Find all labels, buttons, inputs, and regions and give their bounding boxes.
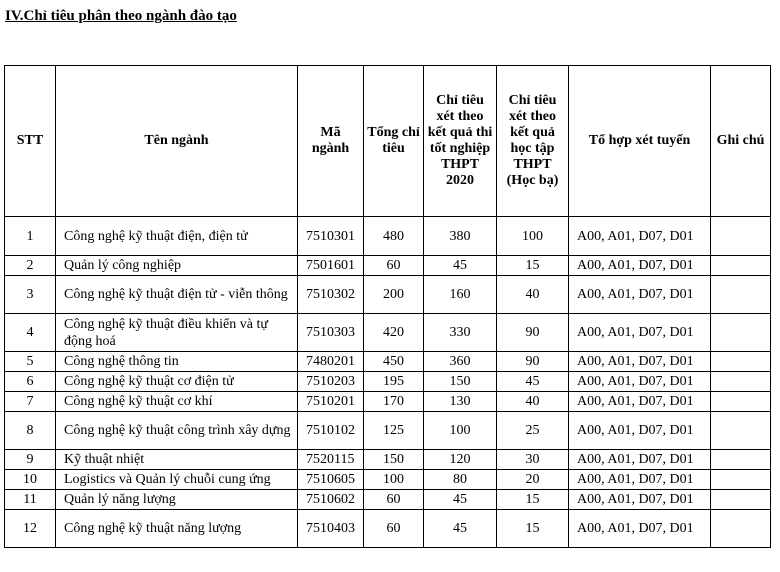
cell-code: 7480201 [298, 352, 364, 372]
cell-combo: A00, A01, D07, D01 [569, 450, 711, 470]
cell-code: 7510301 [298, 217, 364, 256]
cell-hocba: 15 [497, 510, 569, 548]
cell-total: 150 [364, 450, 424, 470]
table-row [5, 490, 771, 510]
cell-total: 170 [364, 392, 424, 412]
cell-note [711, 372, 771, 392]
cell-code: 7510201 [298, 392, 364, 412]
cell-hocba: 45 [497, 372, 569, 392]
cell-name: Kỹ thuật nhiệt [56, 450, 298, 470]
cell-note [711, 470, 771, 490]
table-row [5, 412, 771, 450]
cell-thpt: 45 [424, 256, 497, 276]
cell-stt: 10 [5, 470, 56, 490]
cell-total: 60 [364, 256, 424, 276]
cell-total: 125 [364, 412, 424, 450]
section-title: IV.Chỉ tiêu phân theo ngành đào tạo [5, 8, 237, 24]
cell-combo: A00, A01, D07, D01 [569, 256, 711, 276]
cell-name: Công nghệ kỹ thuật cơ khí [56, 392, 298, 412]
cell-name: Logistics và Quản lý chuỗi cung ứng [56, 470, 298, 490]
cell-note [711, 450, 771, 470]
cell-note [711, 490, 771, 510]
cell-code: 7510302 [298, 276, 364, 314]
table-row [5, 256, 771, 276]
cell-note [711, 314, 771, 352]
cell-stt: 1 [5, 217, 56, 256]
cell-hocba: 40 [497, 276, 569, 314]
cell-name: Công nghệ kỹ thuật năng lượng [56, 510, 298, 548]
cell-stt: 12 [5, 510, 56, 548]
table-row [5, 470, 771, 490]
cell-stt: 6 [5, 372, 56, 392]
cell-thpt: 380 [424, 217, 497, 256]
header-stt: STT [5, 66, 56, 217]
cell-combo: A00, A01, D07, D01 [569, 372, 711, 392]
cell-note [711, 392, 771, 412]
cell-combo: A00, A01, D07, D01 [569, 276, 711, 314]
header-tong-chi-tieu: Tổng chỉ tiêu [364, 66, 424, 217]
header-chi-tieu-thpt: Chỉ tiêu xét theo kết quả thi tốt nghiệp THPT 2020 [424, 66, 497, 217]
header-ma-nganh: Mã ngành [298, 66, 364, 217]
cell-code: 7510403 [298, 510, 364, 548]
cell-thpt: 150 [424, 372, 497, 392]
cell-total: 450 [364, 352, 424, 372]
cell-stt: 5 [5, 352, 56, 372]
cell-stt: 7 [5, 392, 56, 412]
cell-name: Công nghệ kỹ thuật điều khiển và tự động hoá [56, 314, 298, 352]
cell-combo: A00, A01, D07, D01 [569, 217, 711, 256]
cell-hocba: 100 [497, 217, 569, 256]
cell-hocba: 15 [497, 490, 569, 510]
cell-code: 7510303 [298, 314, 364, 352]
table-row [5, 392, 771, 412]
cell-stt: 2 [5, 256, 56, 276]
cell-thpt: 100 [424, 412, 497, 450]
cell-note [711, 412, 771, 450]
cell-code: 7520115 [298, 450, 364, 470]
cell-combo: A00, A01, D07, D01 [569, 352, 711, 372]
cell-code: 7501601 [298, 256, 364, 276]
cell-stt: 8 [5, 412, 56, 450]
cell-note [711, 276, 771, 314]
cell-total: 200 [364, 276, 424, 314]
quota-table [4, 65, 771, 548]
cell-total: 480 [364, 217, 424, 256]
cell-name: Công nghệ thông tin [56, 352, 298, 372]
cell-combo: A00, A01, D07, D01 [569, 392, 711, 412]
cell-code: 7510102 [298, 412, 364, 450]
cell-hocba: 20 [497, 470, 569, 490]
cell-name: Công nghệ kỹ thuật cơ điện tử [56, 372, 298, 392]
cell-note [711, 256, 771, 276]
cell-note [711, 217, 771, 256]
table-row [5, 510, 771, 548]
cell-hocba: 25 [497, 412, 569, 450]
cell-thpt: 45 [424, 490, 497, 510]
cell-name: Quản lý công nghiệp [56, 256, 298, 276]
header-chi-tieu-hoc-ba: Chỉ tiêu xét theo kết quả học tập THPT (Học bạ) [497, 66, 569, 217]
cell-combo: A00, A01, D07, D01 [569, 412, 711, 450]
cell-total: 420 [364, 314, 424, 352]
cell-total: 195 [364, 372, 424, 392]
cell-thpt: 360 [424, 352, 497, 372]
cell-code: 7510203 [298, 372, 364, 392]
cell-name: Quản lý năng lượng [56, 490, 298, 510]
cell-combo: A00, A01, D07, D01 [569, 510, 711, 548]
cell-hocba: 90 [497, 314, 569, 352]
cell-hocba: 40 [497, 392, 569, 412]
cell-code: 7510602 [298, 490, 364, 510]
cell-name: Công nghệ kỹ thuật điện, điện tử [56, 217, 298, 256]
cell-name: Công nghệ kỹ thuật điện tử - viễn thông [56, 276, 298, 314]
cell-hocba: 15 [497, 256, 569, 276]
cell-note [711, 510, 771, 548]
cell-code: 7510605 [298, 470, 364, 490]
cell-name: Công nghệ kỹ thuật công trình xây dựng [56, 412, 298, 450]
table-row [5, 276, 771, 314]
cell-thpt: 160 [424, 276, 497, 314]
cell-stt: 3 [5, 276, 56, 314]
header-row [5, 66, 771, 217]
table-row [5, 352, 771, 372]
cell-thpt: 45 [424, 510, 497, 548]
cell-thpt: 80 [424, 470, 497, 490]
table-row [5, 217, 771, 256]
header-to-hop: Tổ hợp xét tuyển [569, 66, 711, 217]
header-ghi-chu: Ghi chú [711, 66, 771, 217]
cell-combo: A00, A01, D07, D01 [569, 470, 711, 490]
table-row [5, 372, 771, 392]
cell-stt: 4 [5, 314, 56, 352]
cell-total: 60 [364, 490, 424, 510]
cell-thpt: 330 [424, 314, 497, 352]
header-ten-nganh: Tên ngành [56, 66, 298, 217]
cell-thpt: 130 [424, 392, 497, 412]
cell-hocba: 90 [497, 352, 569, 372]
cell-total: 100 [364, 470, 424, 490]
table-row [5, 450, 771, 470]
cell-note [711, 352, 771, 372]
cell-stt: 11 [5, 490, 56, 510]
table-row [5, 314, 771, 352]
cell-stt: 9 [5, 450, 56, 470]
cell-total: 60 [364, 510, 424, 548]
cell-combo: A00, A01, D07, D01 [569, 314, 711, 352]
cell-hocba: 30 [497, 450, 569, 470]
cell-thpt: 120 [424, 450, 497, 470]
cell-combo: A00, A01, D07, D01 [569, 490, 711, 510]
